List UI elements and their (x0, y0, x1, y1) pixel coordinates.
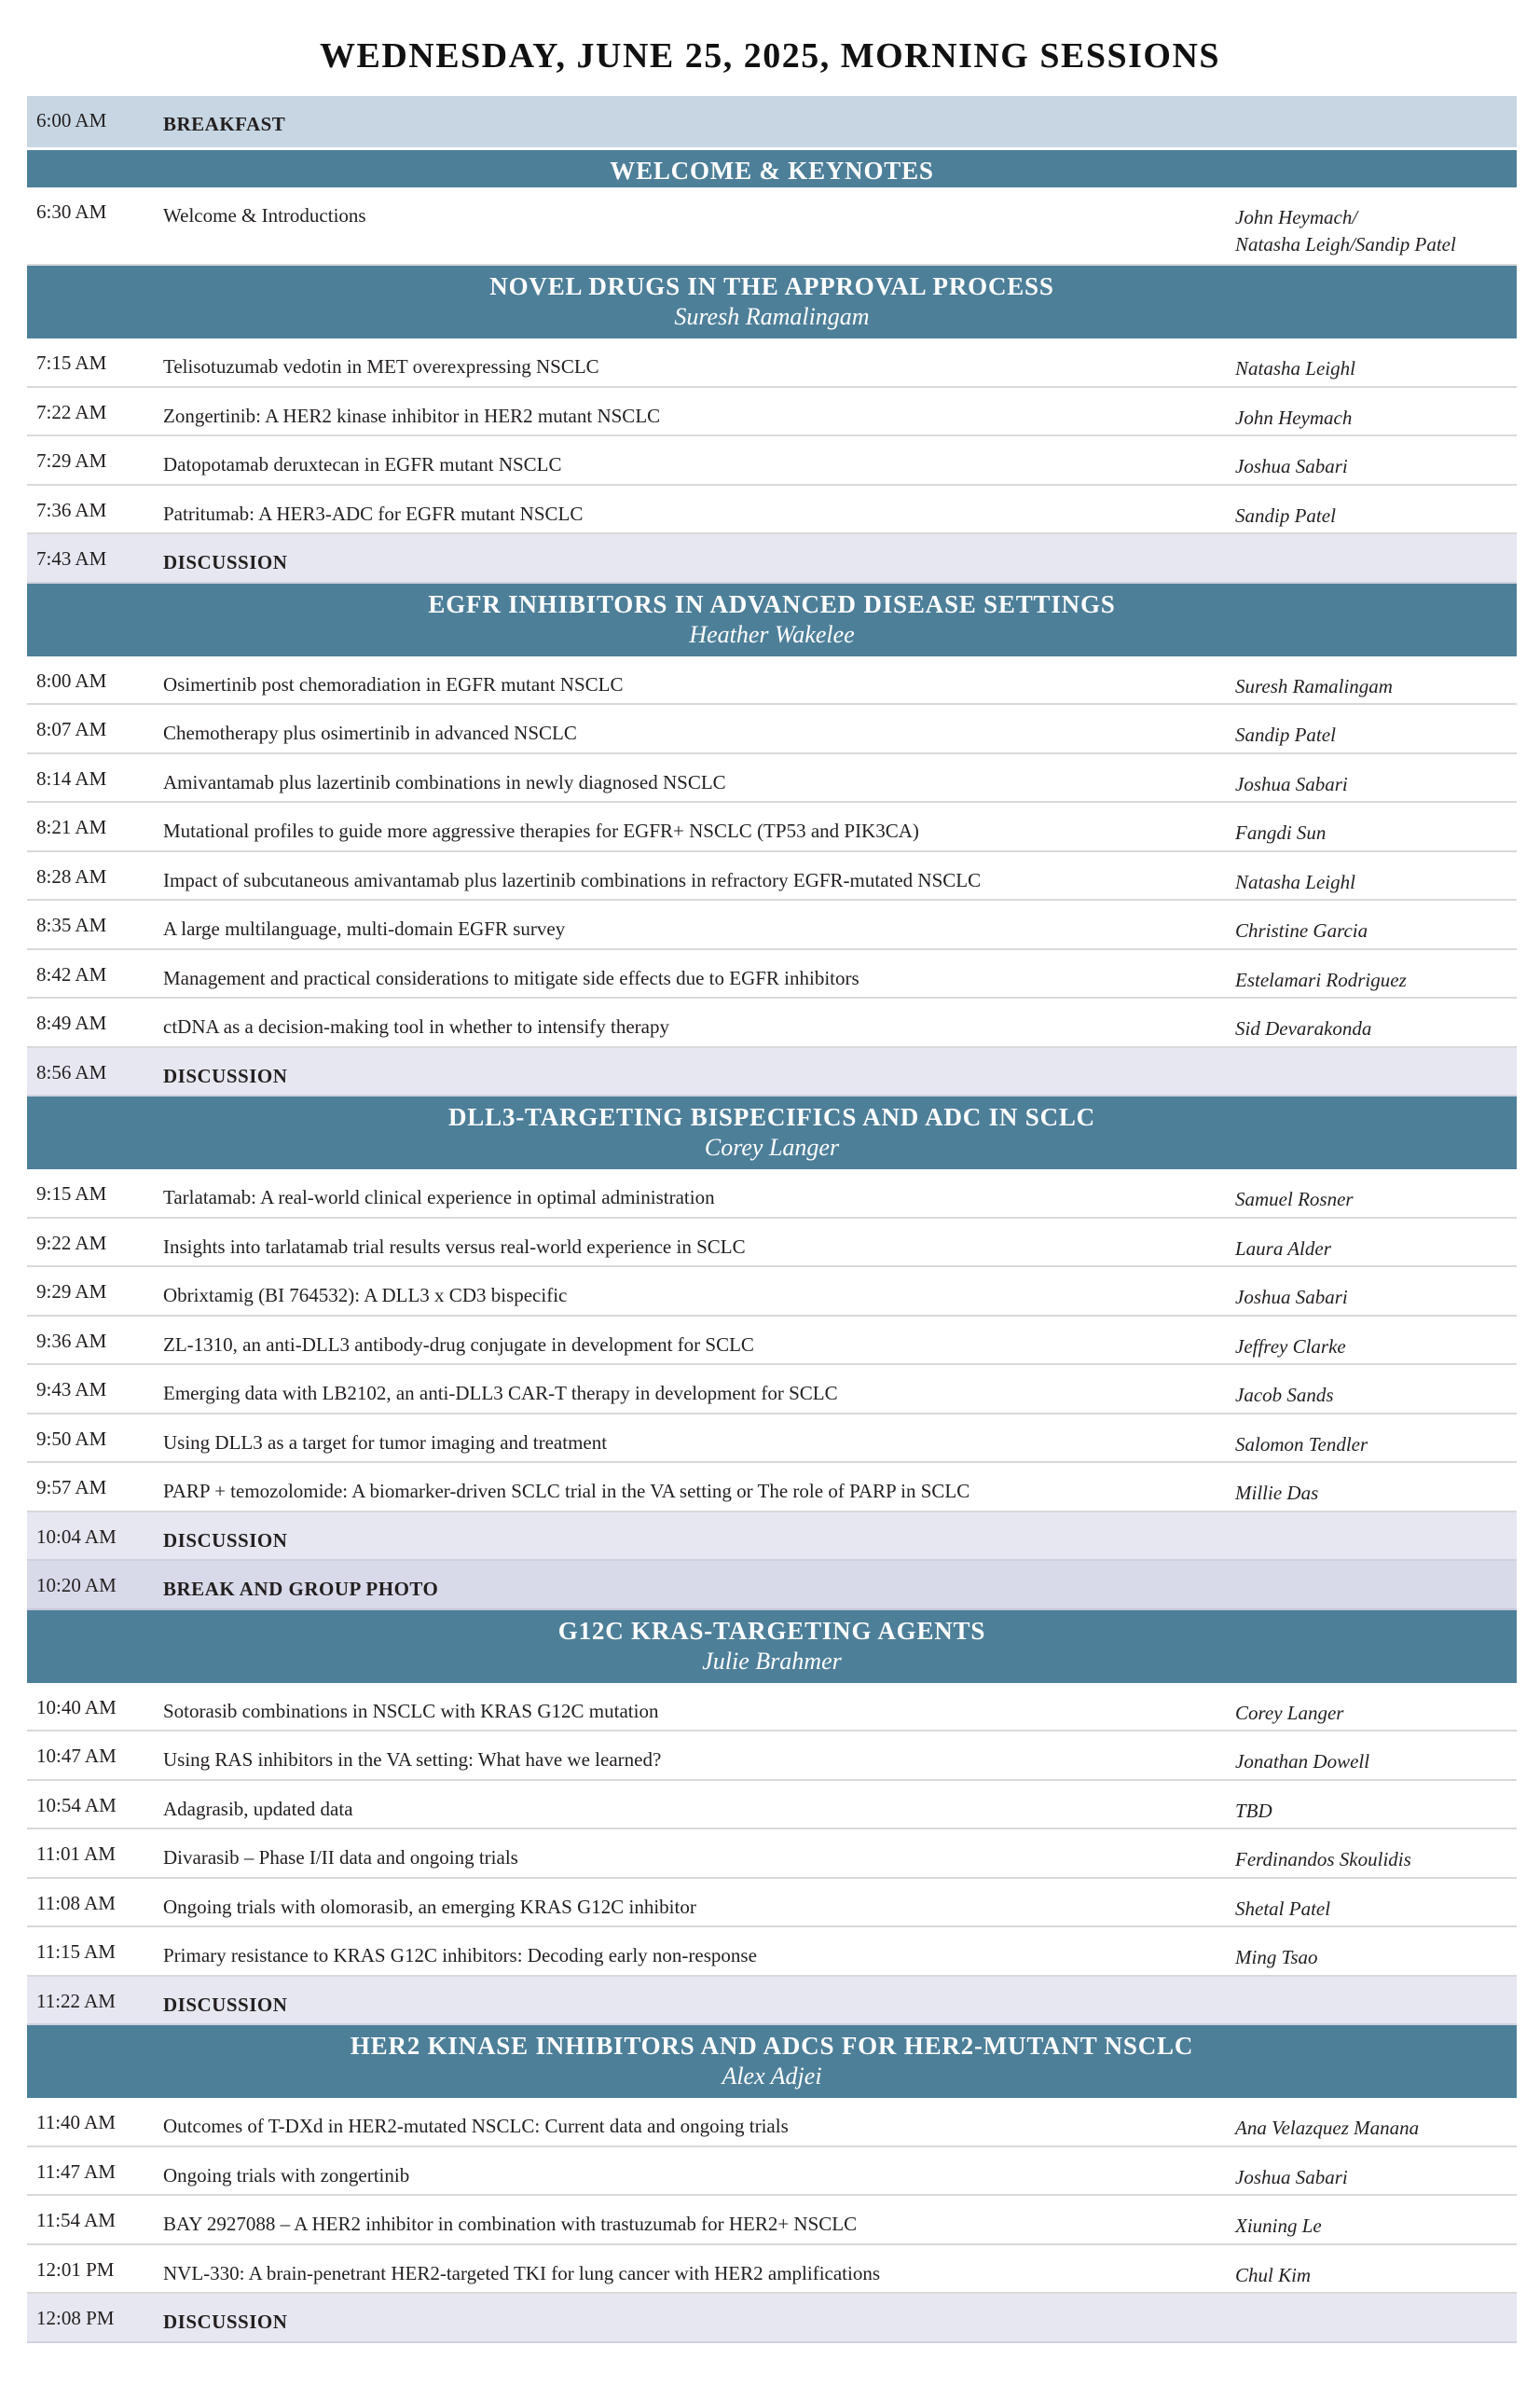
talk-row (27, 1927, 1517, 1977)
talk-row (27, 1219, 1517, 1268)
row-desc: Emerging data with LB2102, an anti-DLL3 CAR-T therapy in development for SCLC (163, 1382, 838, 1404)
session-title: DLL3-TARGETING BISPECIFICS AND ADC IN SCLC (448, 1103, 1095, 1131)
row-desc: PARP + temozolomide: A biomarker-driven SCLC trial in the VA setting or The role of PARP in SCLC (163, 1480, 970, 1502)
row-time: 11:22 AM (36, 1989, 116, 2012)
row-time: 11:54 AM (36, 2209, 116, 2231)
row-time: 9:29 AM (36, 1280, 107, 1303)
row-speaker: Ming Tsao (1235, 1946, 1318, 1968)
row-desc: Ongoing trials with olomorasib, an emerging KRAS G12C inhibitor (163, 1895, 696, 1918)
row-time: 8:14 AM (36, 766, 107, 790)
talk-row (27, 1267, 1517, 1317)
talk-row (27, 705, 1517, 754)
row-time: 7:22 AM (36, 400, 107, 423)
row-desc: BAY 2927088 – A HER2 inhibitor in combination with trastuzumab for HER2+ NSCLC (163, 2213, 858, 2235)
row-time: 8:28 AM (36, 864, 107, 888)
talk-row (27, 1781, 1517, 1830)
row-label: DISCUSSION (163, 2311, 288, 2333)
talk-row (27, 754, 1517, 804)
session-header (27, 584, 1517, 656)
row-speaker: Joshua Sabari (1235, 772, 1348, 795)
speaker-line: Natasha Leigh/Sandip Patel (1235, 233, 1456, 255)
row-speaker: Corey Langer (1235, 1701, 1344, 1724)
row-desc: Obrixtamig (BI 764532): A DLL3 x CD3 bispecific (163, 1284, 568, 1306)
row-time: 11:08 AM (36, 1891, 116, 1914)
row-time: 9:36 AM (36, 1329, 107, 1352)
talk-row (27, 1879, 1517, 1928)
row-time: 12:01 PM (36, 2257, 115, 2281)
row-time: 9:22 AM (36, 1231, 107, 1254)
row-time: 8:35 AM (36, 914, 107, 936)
talk-row (27, 2147, 1517, 2197)
row-speaker: Sid Devarakonda (1235, 1017, 1372, 1040)
row-desc: Datopotamab deruxtecan in EGFR mutant NSCLC (163, 453, 562, 476)
row-time: 9:50 AM (36, 1427, 107, 1450)
session-header (27, 2025, 1517, 2098)
talk-row (27, 950, 1517, 1000)
talk-row (27, 999, 1517, 1048)
row-time: 10:47 AM (36, 1745, 117, 1767)
discussion-row (27, 2294, 1517, 2343)
row-speaker: Christine Garcia (1235, 919, 1368, 942)
session-title: HER2 KINASE INHIBITORS AND ADCS FOR HER2-MUTANT NSCLC (350, 2032, 1194, 2060)
row-time: 10:20 AM (36, 1574, 117, 1596)
talk-row (27, 803, 1517, 852)
row-label: DISCUSSION (163, 1064, 288, 1087)
row-speaker: Joshua Sabari (1235, 1286, 1348, 1308)
row-time: 8:21 AM (36, 816, 107, 838)
discussion-row (27, 1048, 1517, 1097)
row-speaker: Shetal Patel (1235, 1897, 1331, 1920)
talk-row (27, 1463, 1517, 1512)
discussion-row (27, 1977, 1517, 2026)
row-speaker: Natasha Leighl (1235, 357, 1355, 379)
discussion-row (27, 534, 1517, 584)
talk-row-welcome (27, 187, 1517, 266)
row-speaker: Xiuning Le (1235, 2215, 1322, 2237)
session-chair: Alex Adjei (722, 2063, 822, 2090)
talk-row (27, 1829, 1517, 1879)
talk-row (27, 486, 1517, 535)
row-time: 8:49 AM (36, 1012, 107, 1034)
talk-row (27, 2245, 1517, 2295)
row-desc: Telisotuzumab vedotin in MET overexpressing NSCLC (163, 355, 599, 378)
row-speaker: Fangdi Sun (1235, 821, 1327, 844)
talk-row (27, 1683, 1517, 1732)
row-speaker: Jonathan Dowell (1235, 1750, 1370, 1773)
row-desc: Welcome & Introductions (163, 204, 366, 227)
row-speaker: Salomon Tendler (1235, 1432, 1368, 1456)
row-speaker: Ana Velazquez Manana (1235, 2117, 1420, 2139)
session-chair: Suresh Ramalingam (674, 303, 870, 330)
row-time: 10:54 AM (36, 1793, 117, 1816)
row-time: 9:15 AM (36, 1182, 107, 1205)
session-header (27, 1610, 1517, 1683)
break-row (27, 1561, 1517, 1610)
row-speaker: Ferdinandos Skoulidis (1235, 1848, 1411, 1870)
row-desc: Using DLL3 as a target for tumor imaging and treatment (163, 1430, 608, 1454)
row-desc: Insights into tarlatamab trial results versus real-world experience in SCLC (163, 1235, 746, 1258)
row-desc: Impact of subcutaneous amivantamab plus lazertinib combinations in refractory EGFR-mutated NSCLC (163, 868, 982, 891)
row-speaker: Chul Kim (1235, 2263, 1312, 2286)
session-chair: Julie Brahmer (702, 1647, 842, 1675)
row-time: 6:00 AM (36, 109, 107, 131)
talk-row (27, 2098, 1517, 2147)
talk-row (27, 1169, 1517, 1219)
row-desc: Mutational profiles to guide more aggressive therapies for EGFR+ NSCLC (TP53 and PIK3CA) (163, 820, 919, 842)
row-time: 8:00 AM (36, 669, 107, 692)
row-desc: ZL-1310, an anti-DLL3 antibody-drug conjugate in development for SCLC (163, 1332, 754, 1356)
row-label: BREAK AND GROUP PHOTO (163, 1578, 439, 1600)
row-speaker (1235, 204, 1515, 258)
row-time: 10:40 AM (36, 1695, 117, 1718)
schedule-table (27, 96, 1517, 2343)
row-speaker: Laura Alder (1235, 1236, 1331, 1260)
row-time: 8:07 AM (36, 718, 107, 740)
session-chair: Corey Langer (704, 1134, 840, 1161)
talk-row (27, 1365, 1517, 1414)
row-desc: Osimertinib post chemoradiation in EGFR mutant NSCLC (163, 672, 624, 696)
speaker-line: John Heymach/ (1235, 206, 1358, 228)
row-time: 11:40 AM (36, 2111, 116, 2133)
row-desc: Tarlatamab: A real-world clinical experience in optimal administration (163, 1186, 715, 1208)
session-chair: Heather Wakelee (689, 620, 855, 648)
row-speaker: Joshua Sabari (1235, 455, 1348, 477)
row-speaker: John Heymach (1235, 406, 1353, 429)
breakfast-row (27, 96, 1517, 150)
row-desc: Sotorasib combinations in NSCLC with KRAS G12C mutation (163, 1699, 659, 1722)
talk-row (27, 2196, 1517, 2245)
row-time: 12:08 PM (36, 2307, 115, 2329)
row-time: 7:15 AM (36, 352, 107, 374)
row-label: DISCUSSION (163, 1993, 288, 2016)
session-title: G12C KRAS-TARGETING AGENTS (557, 1616, 986, 1645)
row-label: DISCUSSION (163, 551, 288, 573)
row-desc: Patritumab: A HER3-ADC for EGFR mutant NSCLC (163, 502, 584, 525)
row-time: 6:30 AM (36, 200, 107, 223)
row-desc: Chemotherapy plus osimertinib in advanced NSCLC (163, 722, 577, 744)
row-time: 9:43 AM (36, 1378, 107, 1400)
row-speaker: Jacob Sands (1235, 1384, 1334, 1406)
talk-row (27, 338, 1517, 388)
session-title: WELCOME & KEYNOTES (610, 157, 934, 185)
row-desc: Adagrasib, updated data (163, 1797, 353, 1820)
row-time: 7:36 AM (36, 498, 107, 521)
row-speaker: Joshua Sabari (1235, 2165, 1348, 2188)
discussion-row (27, 1512, 1517, 1562)
row-speaker: Samuel Rosner (1235, 1188, 1354, 1210)
row-label: BREAKFAST (163, 113, 286, 135)
row-desc: Outcomes of T-DXd in HER2-mutated NSCLC: Current data and ongoing trials (163, 2115, 789, 2137)
row-time: 7:29 AM (36, 449, 107, 472)
talk-row (27, 1317, 1517, 1366)
row-desc: Primary resistance to KRAS G12C inhibitors: Decoding early non-response (163, 1944, 757, 1966)
session-header-welcome (27, 150, 1517, 187)
row-desc: Ongoing trials with zongertinib (163, 2163, 410, 2187)
row-time: 11:47 AM (36, 2159, 116, 2183)
row-speaker: Natasha Leighl (1235, 870, 1355, 893)
row-time: 8:56 AM (36, 1060, 107, 1083)
session-header (27, 266, 1517, 338)
row-desc: ctDNA as a decision-making tool in whether to intensify therapy (163, 1015, 669, 1038)
row-speaker: Millie Das (1235, 1482, 1319, 1504)
row-time: 11:15 AM (36, 1940, 116, 1963)
session-title: NOVEL DRUGS IN THE APPROVAL PROCESS (489, 272, 1054, 300)
row-speaker: Jeffrey Clarke (1235, 1334, 1346, 1358)
row-speaker: Estelamari Rodriguez (1235, 968, 1407, 991)
row-time: 10:04 AM (36, 1525, 117, 1548)
row-speaker: Sandip Patel (1235, 724, 1336, 746)
row-desc: Amivantamab plus lazertinib combinations in newly diagnosed NSCLC (163, 770, 726, 793)
row-desc: Using RAS inhibitors in the VA setting: What have we learned? (163, 1748, 662, 1771)
row-desc: Zongertinib: A HER2 kinase inhibitor in HER2 mutant NSCLC (163, 404, 661, 427)
session-title: EGFR INHIBITORS IN ADVANCED DISEASE SETTINGS (428, 589, 1116, 618)
talk-row (27, 436, 1517, 486)
row-speaker: Sandip Patel (1235, 504, 1336, 527)
row-desc: Management and practical considerations to mitigate side effects due to EGFR inhibitors (163, 966, 859, 989)
talk-row (27, 901, 1517, 950)
row-speaker: TBD (1235, 1799, 1272, 1822)
page-title: WEDNESDAY, JUNE 25, 2025, MORNING SESSIONS (319, 36, 1221, 76)
row-desc: Divarasib – Phase I/II data and ongoing trials (163, 1846, 518, 1869)
row-desc: NVL-330: A brain-penetrant HER2-targeted TKI for lung cancer with HER2 amplifications (163, 2261, 881, 2284)
row-desc: A large multilanguage, multi-domain EGFR survey (163, 918, 566, 940)
row-speaker: Suresh Ramalingam (1235, 674, 1393, 697)
talk-row (27, 1414, 1517, 1464)
session-header (27, 1097, 1517, 1169)
talk-row (27, 656, 1517, 706)
talk-row (27, 852, 1517, 902)
row-label: DISCUSSION (163, 1528, 288, 1552)
row-time: 8:42 AM (36, 962, 107, 986)
row-time: 7:43 AM (36, 547, 107, 570)
row-time: 9:57 AM (36, 1476, 107, 1498)
talk-row (27, 1732, 1517, 1781)
row-time: 11:01 AM (36, 1842, 116, 1865)
talk-row (27, 388, 1517, 437)
